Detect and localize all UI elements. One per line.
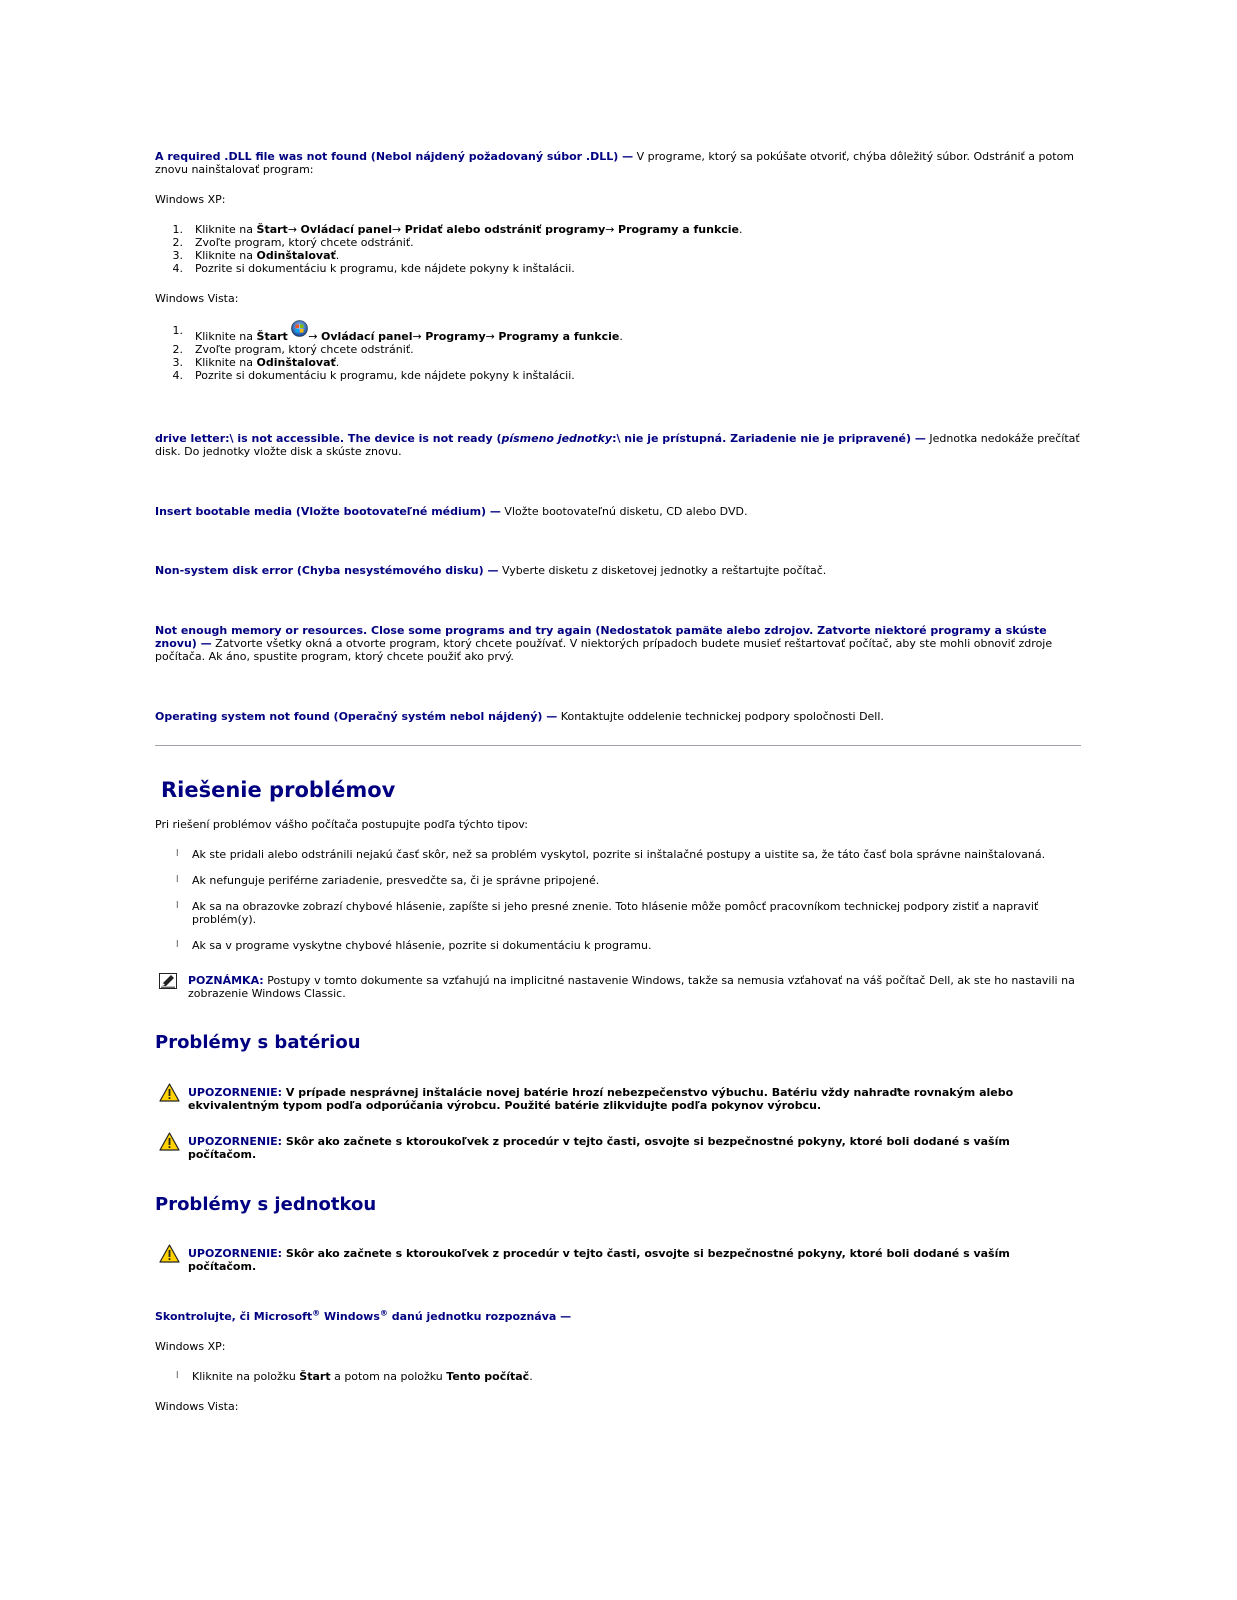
warning-triangle-icon <box>159 1083 180 1102</box>
bullet-icon: l <box>176 940 179 950</box>
boot-paragraph: Insert bootable media (Vložte bootovateľné médium) — Vložte bootovateľnú disketu, CD alebo DVD. <box>155 505 748 518</box>
battery-warning-2: UPOZORNENIE: Skôr ako začnete s ktoroukoľvek z procedúr v tejto časti, osvojte si bezpečnostné pokyny, ktoré boli dodané s vaším počítačom. <box>155 1135 1081 1161</box>
troubleshoot-intro: Pri riešení problémov vášho počítača postupujte podľa týchto tipov: <box>155 818 528 831</box>
drive-paragraph: drive letter:\ is not accessible. The device is not ready (písmeno jednotky:\ nie je prístupná. Zariadenie nie je pripravené) — Jednotka nedokáže prečítať disk. Do jednotky vložte disk a skúste znovu. <box>155 432 1080 458</box>
drive-xp-label: Windows XP: <box>155 1340 226 1353</box>
dll-title: A required .DLL file was not found (Nebol nájdený požadovaný súbor .DLL) — <box>155 150 634 163</box>
note-box: POZNÁMKA: Postupy v tomto dokumente sa vzťahujú na implicitné nastavenie Windows, takže sa nemusia vzťahovať na váš počítač Dell, ak ste ho nastavili na zobrazenie Windows Classic. <box>155 974 1081 1000</box>
dll-xp-steps <box>155 223 1081 275</box>
list-item: 4. Pozrite si dokumentáciu k programu, kde nájdete pokyny k inštalácii. <box>172 262 575 275</box>
dll-xp-label: Windows XP: <box>155 193 226 206</box>
list-item: 2. Zvoľte program, ktorý chcete odstrániť. <box>172 343 414 356</box>
bullet-icon: l <box>176 875 179 885</box>
battery-warning-1: UPOZORNENIE: V prípade nesprávnej inštalácie novej batérie hrozí nebezpečenstvo výbuchu. Batériu vždy nahraďte rovnakým alebo ekvivalentným typom podľa odporúčania výrobcu. Použité batérie zlikvidujte podľa pokynov výrobcu. <box>155 1086 1081 1112</box>
bullet-icon: l <box>176 901 179 911</box>
troubleshoot-tips <box>155 848 1081 952</box>
list-item: 3. Kliknite na Odinštalovať. <box>172 249 340 262</box>
document-page <box>155 150 1081 1413</box>
list-item: l Ak nefunguje periférne zariadenie, presvedčte sa, či je správne pripojené. <box>176 874 600 887</box>
list-item: 1. Kliknite na Štart→ Ovládací panel→ Pridať alebo odstrániť programy→ Programy a funkcie. <box>172 223 743 236</box>
list-item: 2. Zvoľte program, ktorý chcete odstrániť. <box>172 236 414 249</box>
note-pencil-icon <box>159 973 177 989</box>
nonsys-paragraph: Non-system disk error (Chyba nesystémového disku) — Vyberte disketu z disketovej jednotky a reštartujte počítač. <box>155 564 827 577</box>
list-item: l Ak sa v programe vyskytne chybové hlásenie, pozrite si dokumentáciu k programu. <box>176 939 652 952</box>
bullet-icon: l <box>176 849 179 859</box>
bullet-icon: l <box>176 1371 179 1381</box>
list-item: l Ak ste pridali alebo odstránili nejakú časť skôr, než sa problém vyskytol, pozrite si inštalačné postupy a uistite sa, že táto časť bola správne nainštalovaná. <box>176 848 1046 861</box>
drive-xp-steps <box>155 1370 1081 1383</box>
dll-paragraph <box>155 150 1081 176</box>
list-item: 1. Kliknite na Štart → Ovládací panel→ Programy→ Programy a funkcie. <box>155 324 1081 343</box>
drive-warning: UPOZORNENIE: Skôr ako začnete s ktoroukoľvek z procedúr v tejto časti, osvojte si bezpečnostné pokyny, ktoré boli dodané s vaším počítačom. <box>155 1247 1081 1273</box>
list-item: l Kliknite na položku Štart a potom na položku Tento počítač. <box>176 1370 533 1383</box>
section-divider <box>155 745 1081 746</box>
warning-triangle-icon <box>159 1244 180 1263</box>
battery-heading: Problémy s batériou <box>155 1032 361 1053</box>
dll-vista-steps <box>155 324 1081 382</box>
drive-check-heading: Skontrolujte, či Microsoft® Windows® danú jednotku rozpoznáva — <box>155 1308 572 1323</box>
troubleshoot-heading: Riešenie problémov <box>161 778 396 802</box>
list-item: 3. Kliknite na Odinštalovať. <box>172 356 340 369</box>
warning-triangle-icon <box>159 1132 180 1151</box>
drive-problems-heading: Problémy s jednotkou <box>155 1194 377 1215</box>
list-item: 4. Pozrite si dokumentáciu k programu, kde nájdete pokyny k inštalácii. <box>172 369 575 382</box>
os-paragraph: Operating system not found (Operačný systém nebol nájdený) — Kontaktujte oddelenie technickej podpory spoločnosti Dell. <box>155 710 884 723</box>
dll-text: V programe, ktorý sa pokúšate otvoriť, chýba dôležitý súbor. Odstrániť a potom znovu nainštalovať program: <box>155 150 1075 176</box>
memory-paragraph: Not enough memory or resources. Close some programs and try again (Nedostatok pamäte alebo zdrojov. Zatvorte niektoré programy a skúste znovu) — Zatvorte všetky okná a otvorte program, ktorý chcete používať. V niektorých prípadoch budete musieť reštartovať počítač, aby ste mohli obnoviť zdroje počítača. Ak áno, spustite program, ktorý chcete použiť ako prvý. <box>155 624 1053 663</box>
list-item: l Ak sa na obrazovke zobrazí chybové hlásenie, zapíšte si jeho presné znenie. Toto hlásenie môže pomôcť pracovníkom technickej podpory zistiť a napraviť problém(y). <box>176 900 1039 926</box>
windows-start-orb-icon <box>291 320 308 337</box>
dll-vista-label: Windows Vista: <box>155 292 239 305</box>
drive-vista-label: Windows Vista: <box>155 1400 239 1413</box>
